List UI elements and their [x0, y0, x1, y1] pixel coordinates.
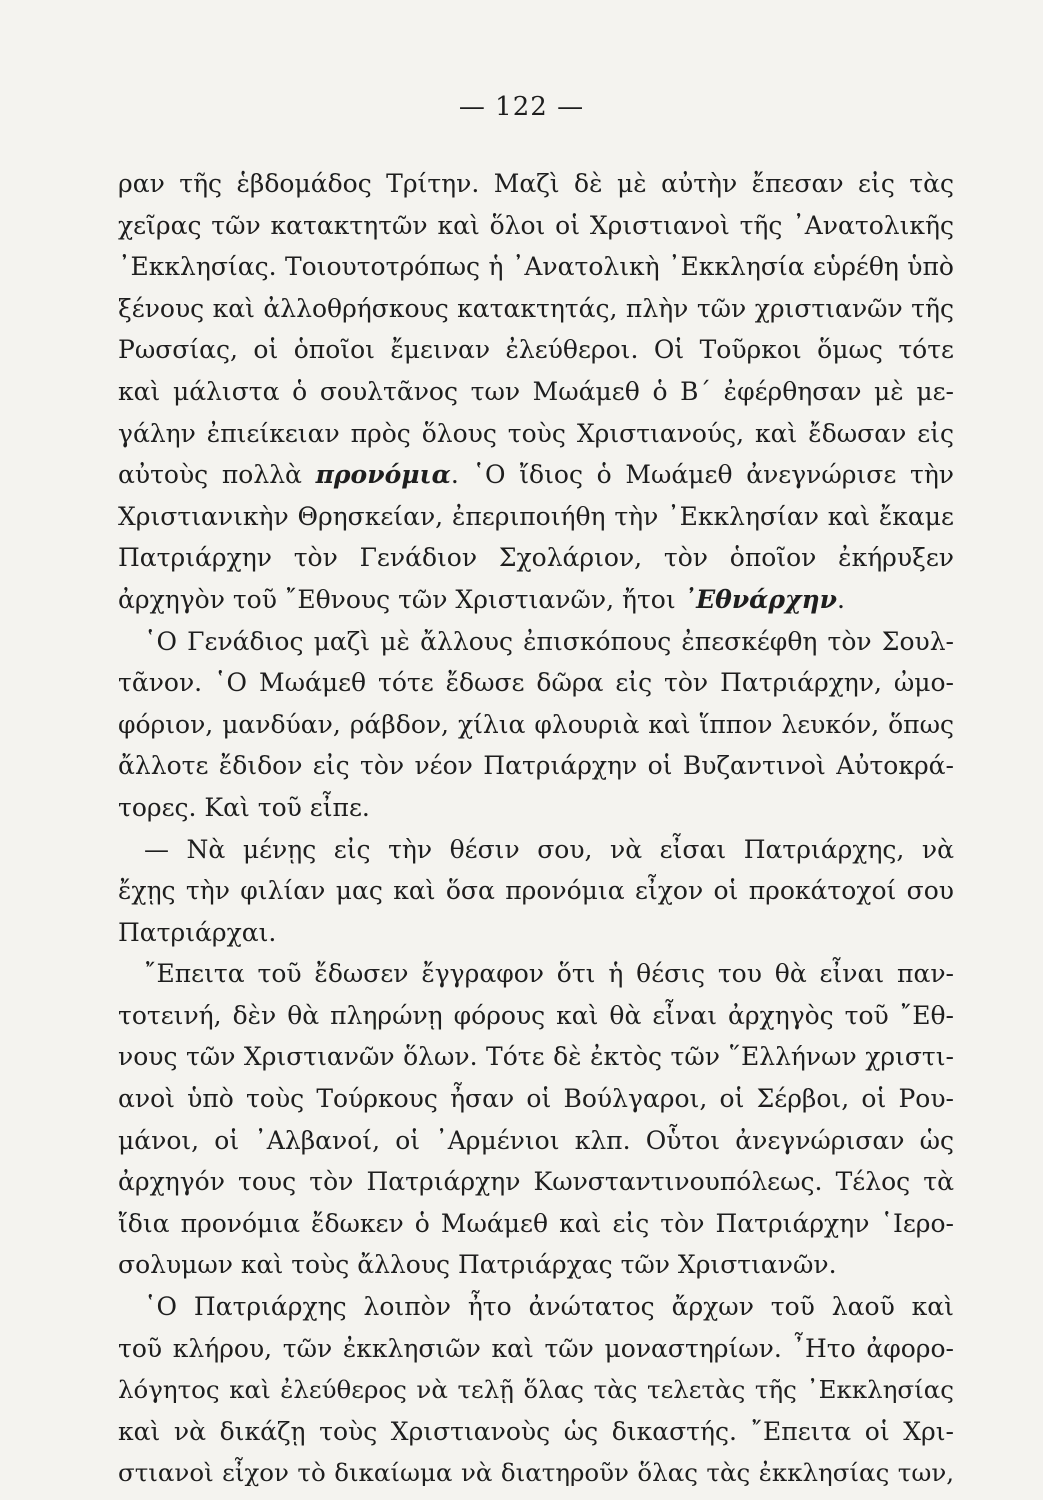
body-text: [118, 163, 954, 1494]
text-line: καὶ νὰ δικάζῃ τοὺς Χριστιανοὺς ὡς δικαστής. ῎Επειτα οἱ Χρι-: [118, 1416, 954, 1446]
text-line: ἔχῃς τὴν φιλίαν μας καὶ ὅσα προνόμια εἶχον οἱ προκάτοχοί σου: [118, 876, 954, 906]
text-line: ἴδια προνόμια ἔδωκεν ὁ Μωάμεθ καὶ εἰς τὸν Πατριάρχην ῾Ιερο-: [118, 1208, 954, 1238]
text-line: [118, 454, 954, 496]
text-line: τοτεινή, δὲν θὰ πληρώνῃ φόρους καὶ θὰ εἶναι ἀρχηγὸς τοῦ ῎Εθ-: [118, 1000, 954, 1030]
text-segment: ἀρχηγὸν τοῦ ῎Εθνους τῶν Χριστιανῶν, ἤτοι: [118, 584, 684, 614]
text-line: ξένους καὶ ἀλλοθρήσκους κατακτητάς, πλὴν τῶν χριστιανῶν τῆς: [118, 293, 954, 323]
text-line: μάνοι, οἱ ᾿Αλβανοί, οἱ ᾿Αρμένιοι κλπ. Οὗτοι ἀνεγνώρισαν ὡς: [118, 1125, 954, 1155]
text-line: τορες. Καὶ τοῦ εἶπε.: [118, 792, 370, 822]
text-line: σολυμων καὶ τοὺς ἄλλους Πατριάρχας τῶν Χριστιανῶν.: [118, 1250, 837, 1280]
text-line: καὶ μάλιστα ὁ σουλτᾶνος των Μωάμεθ ὁ Β΄ ἐφέρθησαν μὲ με-: [118, 376, 954, 406]
emphasized-term: ᾿Εθνάρχην: [683, 584, 837, 614]
text-line: τοῦ κλήρου, τῶν ἐκκλησιῶν καὶ τῶν μοναστηρίων. ῏Ητο ἀφορο-: [118, 1333, 954, 1363]
text-segment: . ῾Ο ἴδιος ὁ Μωάμεθ ἀνεγνώρισε τὴν: [450, 460, 954, 490]
text-segment: αὐτοὺς πολλὰ: [118, 460, 316, 490]
text-line: ἄλλοτε ἔδιδον εἰς τὸν νέον Πατριάρχην οἱ Βυζαντινοὶ Αὐτοκρά-: [118, 751, 954, 781]
text-line: — Νὰ μένῃς εἰς τὴν θέσιν σου, νὰ εἶσαι Πατριάρχης, νὰ: [144, 834, 954, 864]
text-line: [118, 579, 954, 621]
text-line: ῎Επειτα τοῦ ἔδωσεν ἔγγραφον ὅτι ἡ θέσις του θὰ εἶναι παν-: [144, 959, 954, 989]
text-line: Χριστιανικὴν Θρησκείαν, ἐπεριποιήθη τὴν ᾿Εκκλησίαν καὶ ἔκαμε: [118, 501, 954, 531]
text-line: Ρωσσίας, οἱ ὁποῖοι ἔμειναν ἐλεύθεροι. Οἱ Τοῦρκοι ὅμως τότε: [118, 335, 954, 365]
text-line: ῾Ο Πατριάρχης λοιπὸν ἦτο ἀνώτατος ἄρχων τοῦ λαοῦ καὶ: [144, 1292, 954, 1322]
text-line: ῾Ο Γενάδιος μαζὶ μὲ ἄλλους ἐπισκόπους ἐπεσκέφθη τὸν Σουλ-: [144, 626, 954, 656]
page-number: — 122 —: [458, 92, 585, 122]
text-line: ανοὶ ὑπὸ τοὺς Τούρκους ἦσαν οἱ Βούλγαροι, οἱ Σέρβοι, οἱ Ρου-: [118, 1084, 954, 1114]
text-line: τᾶνον. ῾Ο Μωάμεθ τότε ἔδωσε δῶρα εἰς τὸν Πατριάρχην, ὠμο-: [118, 668, 954, 698]
text-line: Πατριάρχαι.: [118, 917, 277, 947]
text-line: γάλην ἐπιείκειαν πρὸς ὅλους τοὺς Χριστιανούς, καὶ ἔδωσαν εἰς: [118, 418, 954, 448]
text-line: φόριον, μανδύαν, ράβδον, χίλια φλουριὰ καὶ ἵππον λευκόν, ὅπως: [118, 709, 954, 739]
text-line: Πατριάρχην τὸν Γενάδιον Σχολάριον, τὸν ὁποῖον ἐκήρυξεν: [118, 543, 954, 573]
text-segment: .: [837, 584, 845, 614]
text-line: λόγητος καὶ ἐλεύθερος νὰ τελῇ ὅλας τὰς τελετὰς τῆς ᾿Εκκλησίας: [118, 1375, 954, 1405]
emphasized-term: προνόμια: [315, 460, 451, 490]
text-line: ἀρχηγόν τους τὸν Πατριάρχην Κωνσταντινουπόλεως. Τέλος τὰ: [118, 1167, 954, 1197]
text-line: στιανοὶ εἶχον τὸ δικαίωμα νὰ διατηροῦν ὅλας τὰς ἐκκλησίας των,: [118, 1458, 954, 1488]
text-line: ᾿Εκκλησίας. Τοιουτοτρόπως ἡ ᾿Ανατολικὴ ᾿Εκκλησία εὑρέθη ὑπὸ: [118, 252, 954, 282]
text-line: ραν τῆς ἑβδομάδος Τρίτην. Μαζὶ δὲ μὲ αὐτὴν ἔπεσαν εἰς τὰς: [118, 169, 954, 198]
text-line: νους τῶν Χριστιανῶν ὅλων. Τότε δὲ ἐκτὸς τῶν ῞Ελλήνων χριστι-: [118, 1042, 954, 1072]
text-line: χεῖρας τῶν κατακτητῶν καὶ ὅλοι οἱ Χριστιανοὶ τῆς ᾿Ανατολικῆς: [118, 210, 954, 240]
